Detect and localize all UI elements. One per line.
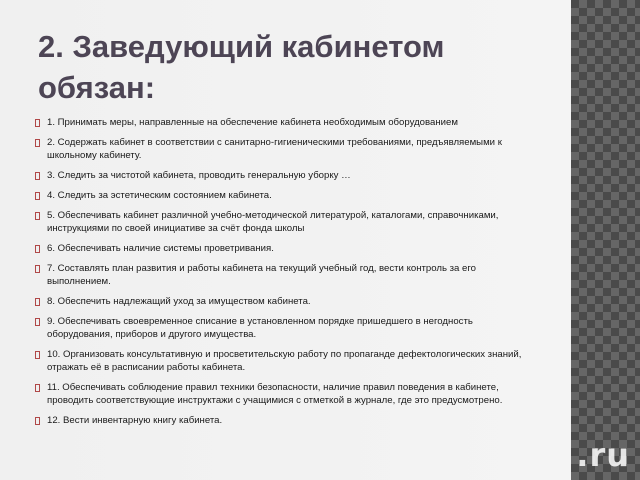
bullet-icon — [35, 172, 40, 180]
watermark-text: .ru — [576, 436, 630, 474]
bullet-icon — [35, 119, 40, 127]
list-item — [34, 116, 534, 129]
list-item-text: 4. Следить за эстетическим состоянием кабинета. — [47, 190, 272, 201]
list-item — [34, 348, 534, 374]
list-item-text: 10. Организовать консультативную и просветительскую работу по пропаганде дефектологических знаний, отражать её в расписании работы кабинета. — [47, 349, 522, 373]
list-item-text: 5. Обеспечивать кабинет различной учебно-методической литературой, каталогами, справочниками, инструкциями по своей инициативе за счёт фонда школы — [47, 210, 499, 234]
bullet-icon — [35, 417, 40, 425]
bullet-icon — [35, 298, 40, 306]
list-item — [34, 169, 534, 182]
bullet-icon — [35, 318, 40, 326]
list-item-text: 1. Принимать меры, направленные на обеспечение кабинета необходимым оборудованием — [47, 117, 458, 128]
bullet-icon — [35, 139, 40, 147]
duties-list — [34, 116, 534, 434]
list-item-text: 6. Обеспечивать наличие системы проветривания. — [47, 243, 274, 254]
bullet-icon — [35, 192, 40, 200]
list-item-text: 8. Обеспечить надлежащий уход за имуществом кабинета. — [47, 296, 311, 307]
list-item — [34, 315, 534, 341]
list-item-text: 9. Обеспечивать своевременное списание в установленном порядке пришедшего в негодность оборудования, приборов и другого имущества. — [47, 316, 473, 340]
bullet-icon — [35, 212, 40, 220]
bullet-icon — [35, 245, 40, 253]
slide-title: 2. Заведующий кабинетом обязан: — [38, 29, 445, 105]
list-item — [34, 209, 534, 235]
list-item-text: 12. Вести инвентарную книгу кабинета. — [47, 415, 223, 426]
decorative-pattern-strip — [571, 0, 640, 480]
list-item — [34, 414, 534, 427]
list-item — [34, 189, 534, 202]
list-item — [34, 381, 534, 407]
list-item-text: 3. Следить за чистотой кабинета, проводить генеральную уборку … — [47, 170, 351, 181]
list-item-text: 7. Составлять план развития и работы кабинета на текущий учебный год, вести контроль за его выполнением. — [47, 263, 477, 287]
list-item-text: 2. Содержать кабинет в соответствии с санитарно-гигиеническими требованиями, предъявляемыми к школьному кабинету. — [47, 137, 502, 161]
list-item — [34, 136, 534, 162]
bullet-icon — [35, 265, 40, 273]
list-item — [34, 262, 534, 288]
bullet-icon — [35, 384, 40, 392]
bullet-icon — [35, 351, 40, 359]
list-item-text: 11. Обеспечивать соблюдение правил техники безопасности, наличие правил поведения в кабинете, проводить соответствующие инструктажи с учащимися с отметкой в журнале, где это предусмотрено. — [47, 382, 503, 406]
list-item — [34, 295, 534, 308]
list-item — [34, 242, 534, 255]
